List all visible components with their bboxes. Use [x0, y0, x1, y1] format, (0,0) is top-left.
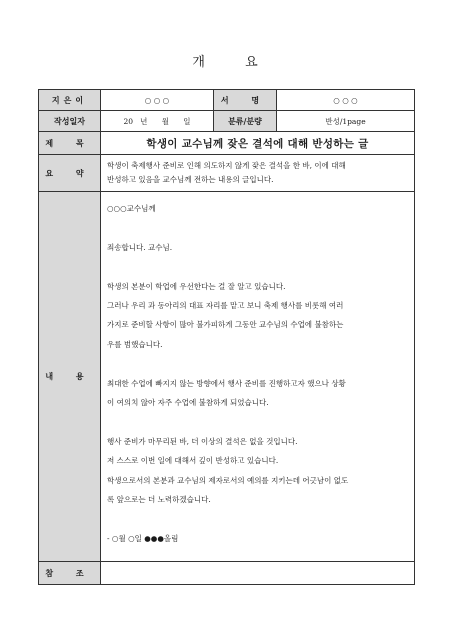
summary-line: 학생이 축제행사 준비로 인해 의도하지 않게 잦은 결석을 한 바, 이에 대해: [107, 161, 346, 170]
author-value: ○ ○ ○: [101, 90, 214, 110]
content-line: 저 스스로 이번 일에 대해서 깊이 반성하고 있습니다.: [107, 456, 279, 466]
content-line: 록 앞으로는 더 노력하겠습니다.: [107, 495, 211, 505]
content-body: [101, 192, 414, 561]
content-line: 행사 준비가 마무리된 바, 더 이상의 결석은 없을 것입니다.: [107, 436, 298, 446]
content-label: 내 용: [39, 192, 101, 561]
summary-row: [39, 154, 414, 191]
date-label: 작성일자: [39, 111, 101, 131]
content-line: 이 여의치 않아 자주 수업에 불참하게 되었습니다.: [107, 398, 269, 408]
content-line: 그러나 우리 과 동아리의 대표 자리를 맡고 보니 축제 행사를 비롯해 여러: [107, 301, 344, 310]
summary-line: 반성하고 있음을 교수님께 전하는 내용의 글입니다.: [107, 175, 274, 184]
content-line: 학생으로서의 본분과 교수님의 제자로서의 예의를 지키는데 어긋남이 없도: [107, 475, 349, 485]
category-label: 분류/분량: [214, 111, 277, 131]
content-row: [39, 191, 414, 561]
subject-value: 학생이 교수님께 잦은 결석에 대해 반성하는 글: [146, 137, 369, 150]
author-label: 지은이: [39, 90, 101, 110]
content-line: 가지로 준비할 사항이 많아 불가피하게 그동안 교수님의 수업에 불참하는: [107, 320, 344, 330]
category-value: 반성/1page: [325, 116, 366, 126]
author-row: [39, 90, 414, 110]
content-line: 최대한 수업에 빠지지 않는 방향에서 행사 준비를 진행하고자 했으나 상황: [107, 378, 346, 388]
reference-label: 참 조: [39, 562, 101, 584]
closing-signature: - ○월 ○일 ●●●올림: [107, 533, 179, 543]
subject-label: 제 목: [39, 132, 101, 154]
date-value: 20 년 월 일: [101, 111, 214, 131]
subject-row: [39, 131, 414, 154]
content-line: 우를 범했습니다.: [107, 339, 163, 349]
summary-label: 요 약: [39, 155, 101, 191]
summary-text: [101, 155, 414, 191]
signature-value: ○ ○ ○: [333, 95, 358, 105]
date-row: [39, 110, 414, 131]
content-line: 죄송합니다. 교수님.: [107, 242, 173, 252]
content-line: 학생의 본분이 학업에 우선한다는 걸 잘 알고 있습니다.: [107, 281, 286, 291]
reference-value: [101, 562, 414, 584]
salutation: ○○○교수님께: [107, 204, 156, 213]
reference-row: [39, 561, 414, 584]
signature-label: 서 명: [214, 90, 277, 110]
overview-form: [38, 89, 415, 585]
document-title: 개 요: [192, 55, 276, 70]
